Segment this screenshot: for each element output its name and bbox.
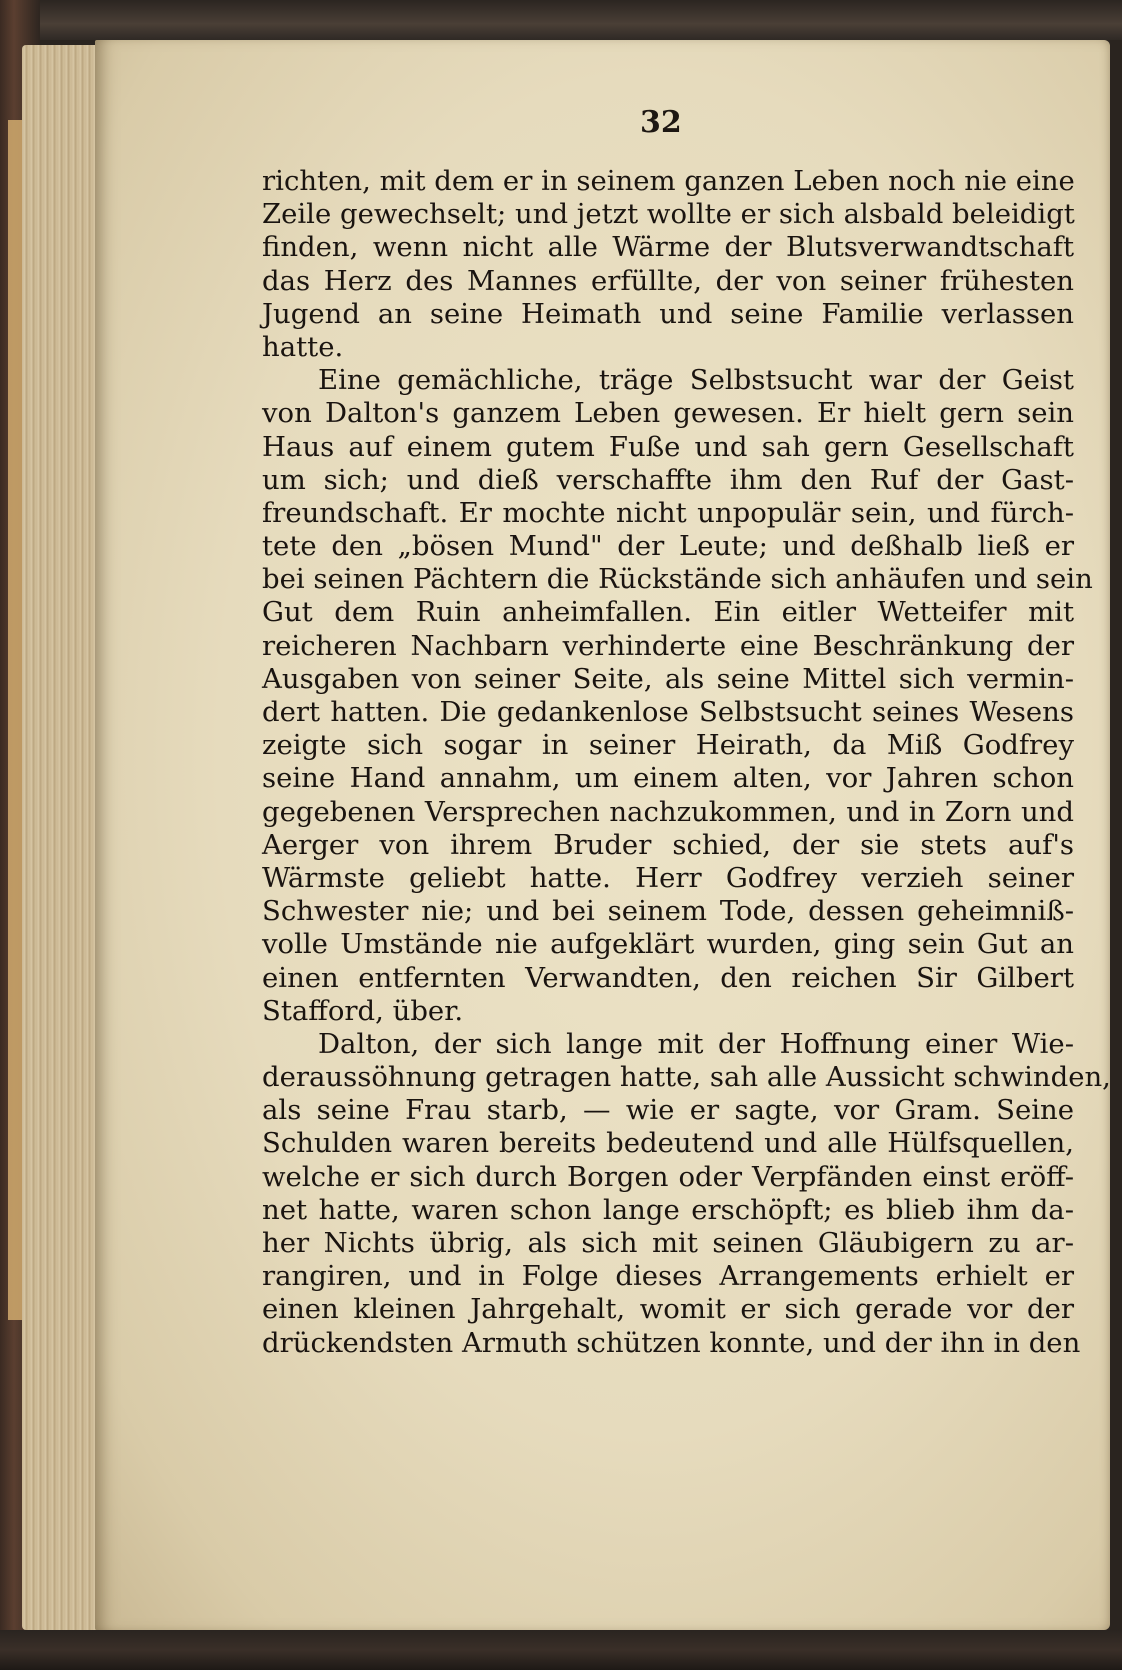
text-line: finden, wenn nicht alle Wärme der Blutsverwandtschaft [262,231,1074,264]
text-line: dert hatten. Die gedankenlose Selbstsucht seines Wesens [262,696,1074,728]
text-line: welche er sich durch Borgen oder Verpfänden einst eröff- [262,1160,1074,1193]
text-line: Aerger von ihrem Bruder schied, der sie stets auf's [262,828,1074,861]
text-line: einen entfernten Verwandten, den reichen Sir Gilbert [262,961,1074,994]
text-line: Ausgaben von seiner Seite, als seine Mittel sich vermin- [262,662,1074,695]
page-number: 32 [640,105,682,140]
text-line: als seine Frau starb, — wie er sagte, vor Gram. Seine [262,1094,1074,1127]
text-line: her Nichts übrig, als sich mit seinen Gläubigern zu ar- [262,1227,1074,1259]
text-line: zeigte sich sogar in seiner Heirath, da Miß Godfrey [262,729,1074,762]
text-line: rangiren, und in Folge dieses Arrangements erhielt er [262,1260,1074,1293]
text-line: Stafford, über. [262,994,464,1027]
text-line: net hatte, waren schon lange erschöpft; es blieb ihm da- [262,1193,1074,1226]
text-line: Schwester nie; und bei seinem Tode, dessen geheimniß- [262,895,1074,928]
text-line: einen kleinen Jahrgehalt, womit er sich gerade vor der [262,1293,1074,1326]
text-line: reicheren Nachbarn verhinderte eine Beschränkung der [262,629,1074,662]
text-line: um sich; und dieß verschaffte ihm den Ruf der Gast- [262,463,1074,496]
text-line: von Dalton's ganzem Leben gewesen. Er hielt gern sein [262,397,1074,430]
text-line: tete den „bösen Mund" der Leute; und deßhalb ließ er [262,530,1074,563]
text-line: deraussöhnung getragen hatte, sah alle Aussicht schwinden, [262,1061,1111,1094]
text-line: Zeile gewechselt; und jetzt wollte er sich alsbald beleidigt [262,198,1075,231]
text-line: drückendsten Armuth schützen konnte, und der ihn in den [262,1326,1081,1359]
text-line: Eine gemächliche, träge Selbstsucht war der Geist [318,364,1074,397]
text-line: Schulden waren bereits bedeutend und alle Hülfsquellen, [262,1127,1074,1160]
text-line: gegebenen Versprechen nachzukommen, und in Zorn und [262,795,1074,828]
book-cover-top [0,0,1122,40]
text-line: Gut dem Ruin anheimfallen. Ein eitler Wetteifer mit [262,596,1074,629]
book-cover-bottom [0,1630,1122,1670]
body-text [262,165,1111,1360]
text-line: freundschaft. Er mochte nicht unpopulär sein, und fürch- [262,496,1074,529]
text-line: seine Hand annahm, um einem alten, vor Jahren schon [262,762,1074,795]
text-line: Haus auf einem gutem Fuße und sah gern Gesellschaft [262,430,1074,463]
text-line: richten, mit dem er in seinem ganzen Leben noch nie eine [262,165,1075,197]
text-line: Jugend an seine Heimath und seine Familie verlassen [262,297,1074,330]
text-line: Wärmste geliebt hatte. Herr Godfrey verzieh seiner [262,861,1074,894]
text-line: bei seinen Pächtern die Rückstände sich anhäufen und sein [262,563,1093,596]
text-line: volle Umstände nie aufgeklärt wurden, ging sein Gut an [262,928,1074,961]
text-line: hatte. [262,330,344,363]
text-line: das Herz des Mannes erfüllte, der von seiner frühesten [262,264,1074,297]
text-line: Dalton, der sich lange mit der Hoffnung einer Wie- [318,1027,1074,1060]
